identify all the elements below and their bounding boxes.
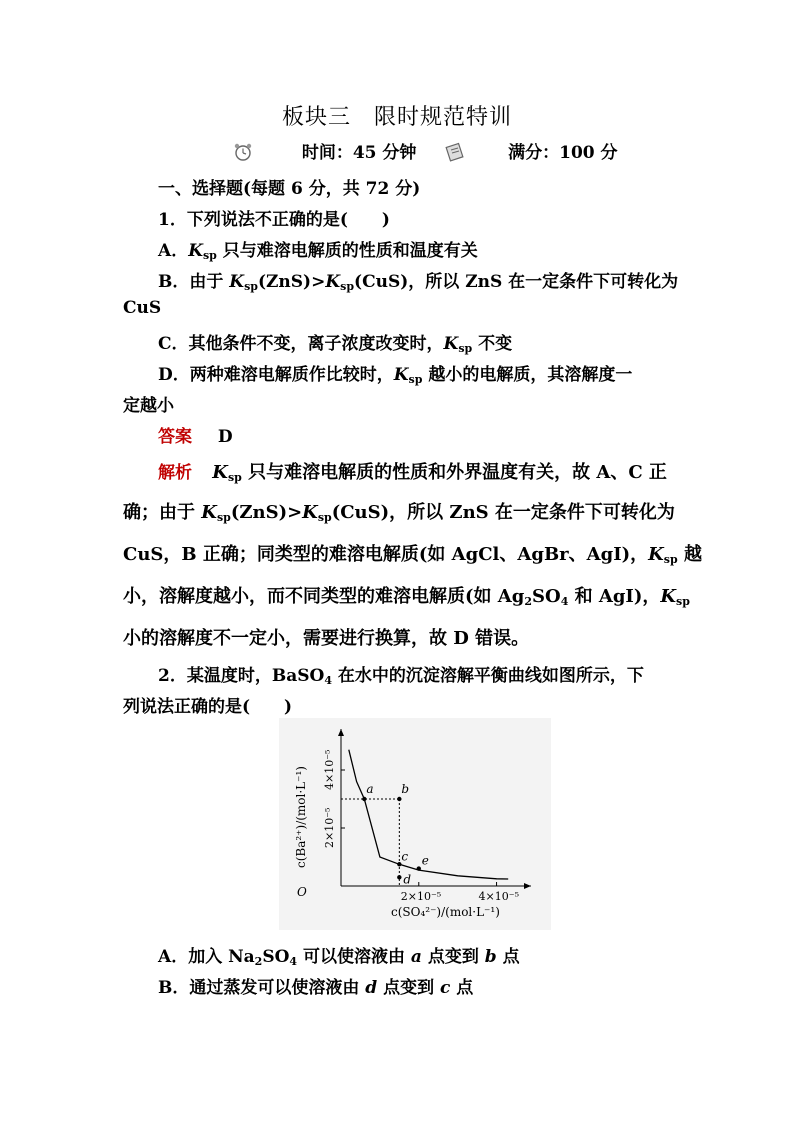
solubility-curve-chart [279, 718, 551, 930]
option-1c: C．其他条件不变，离子浓度改变时，$K_{sp}$ 不变 [158, 334, 513, 355]
analysis-line-2: 确；由于 $K_{sp}(ZnS)>K_{sp}(CuS)$，所以 ZnS 在一定条件下可转化为 [123, 502, 675, 524]
x-tick-label: 2×10⁻⁵ [400, 890, 442, 903]
option-1d-continued: 定越小 [123, 396, 174, 416]
option-2a: A．加入 $Na_2SO_4$ 可以使溶液由 a 点变到 b 点 [158, 947, 520, 968]
answer-line [158, 422, 233, 447]
analysis-line-1: 解析 $K_{sp}$ 只与难溶电解质的性质和外界温度有关，故 A、C 正 [158, 462, 667, 484]
y-tick-label: 2×10⁻⁵ [323, 807, 336, 848]
point-e [417, 866, 421, 870]
point-a [362, 797, 366, 801]
full-score: 满分：100 分 [508, 143, 618, 163]
analysis-line-4: 小，溶解度越小，而不同类型的难溶电解质(如 $Ag_2SO_4$ 和 AgI)，$K_{sp}$ [123, 586, 690, 608]
point-label-c: c [401, 849, 409, 864]
point-d [397, 875, 401, 879]
question-1-stem: 1．下列说法不正确的是( ) [158, 210, 390, 230]
y-tick-label: 4×10⁻⁵ [323, 749, 336, 790]
option-1a: A．$K_{sp}$ 只与难溶电解质的性质和温度有关 [158, 241, 478, 262]
exam-meta [232, 138, 618, 163]
scroll-icon [444, 142, 466, 162]
section-heading: 一、选择题(每题 6 分，共 72 分) [158, 179, 421, 199]
y-axis-label: c(Ba²⁺)/(mol·L⁻¹) [294, 766, 308, 868]
question-2-stem-continued: 列说法正确的是( ) [123, 697, 293, 717]
analysis-label: 解析 [158, 463, 192, 483]
answer-label: 答案 [158, 427, 192, 447]
point-label-e: e [421, 853, 429, 868]
answer-value: D [217, 427, 233, 447]
option-1b-continued: CuS [123, 298, 162, 318]
analysis-line-3: CuS，B 正确；同类型的难溶电解质(如 AgCl、AgBr、AgI)，$K_{sp}$ 越 [123, 544, 702, 566]
point-label-b: b [401, 782, 410, 796]
point-label-a: a [366, 782, 374, 796]
question-2-stem: 2．某温度时，BaSO$_4$ 在水中的沉淀溶解平衡曲线如图所示，下 [158, 666, 644, 687]
point-b [397, 797, 401, 801]
x-tick-label: 4×10⁻⁵ [478, 890, 519, 903]
origin-label: O [297, 885, 307, 899]
analysis-line-5: 小的溶解度不一定小，需要进行换算，故 D 错误。 [123, 628, 530, 649]
option-1b: B．由于 $K_{sp}(ZnS)>K_{sp}(CuS)$，所以 ZnS 在一定条件下可转化为 [158, 272, 679, 293]
page-title: 板块三 限时规范特训 [281, 105, 512, 130]
option-1d: D．两种难溶电解质作比较时，$K_{sp}$ 越小的电解质，其溶解度一 [158, 365, 633, 386]
option-2b: B．通过蒸发可以使溶液由 d 点变到 c 点 [158, 978, 474, 998]
alarm-clock-icon [232, 142, 254, 162]
point-label-d: d [403, 872, 412, 887]
time-limit: 时间：45 分钟 [301, 143, 417, 163]
x-axis-label: c(SO₄²⁻)/(mol·L⁻¹) [391, 905, 500, 919]
